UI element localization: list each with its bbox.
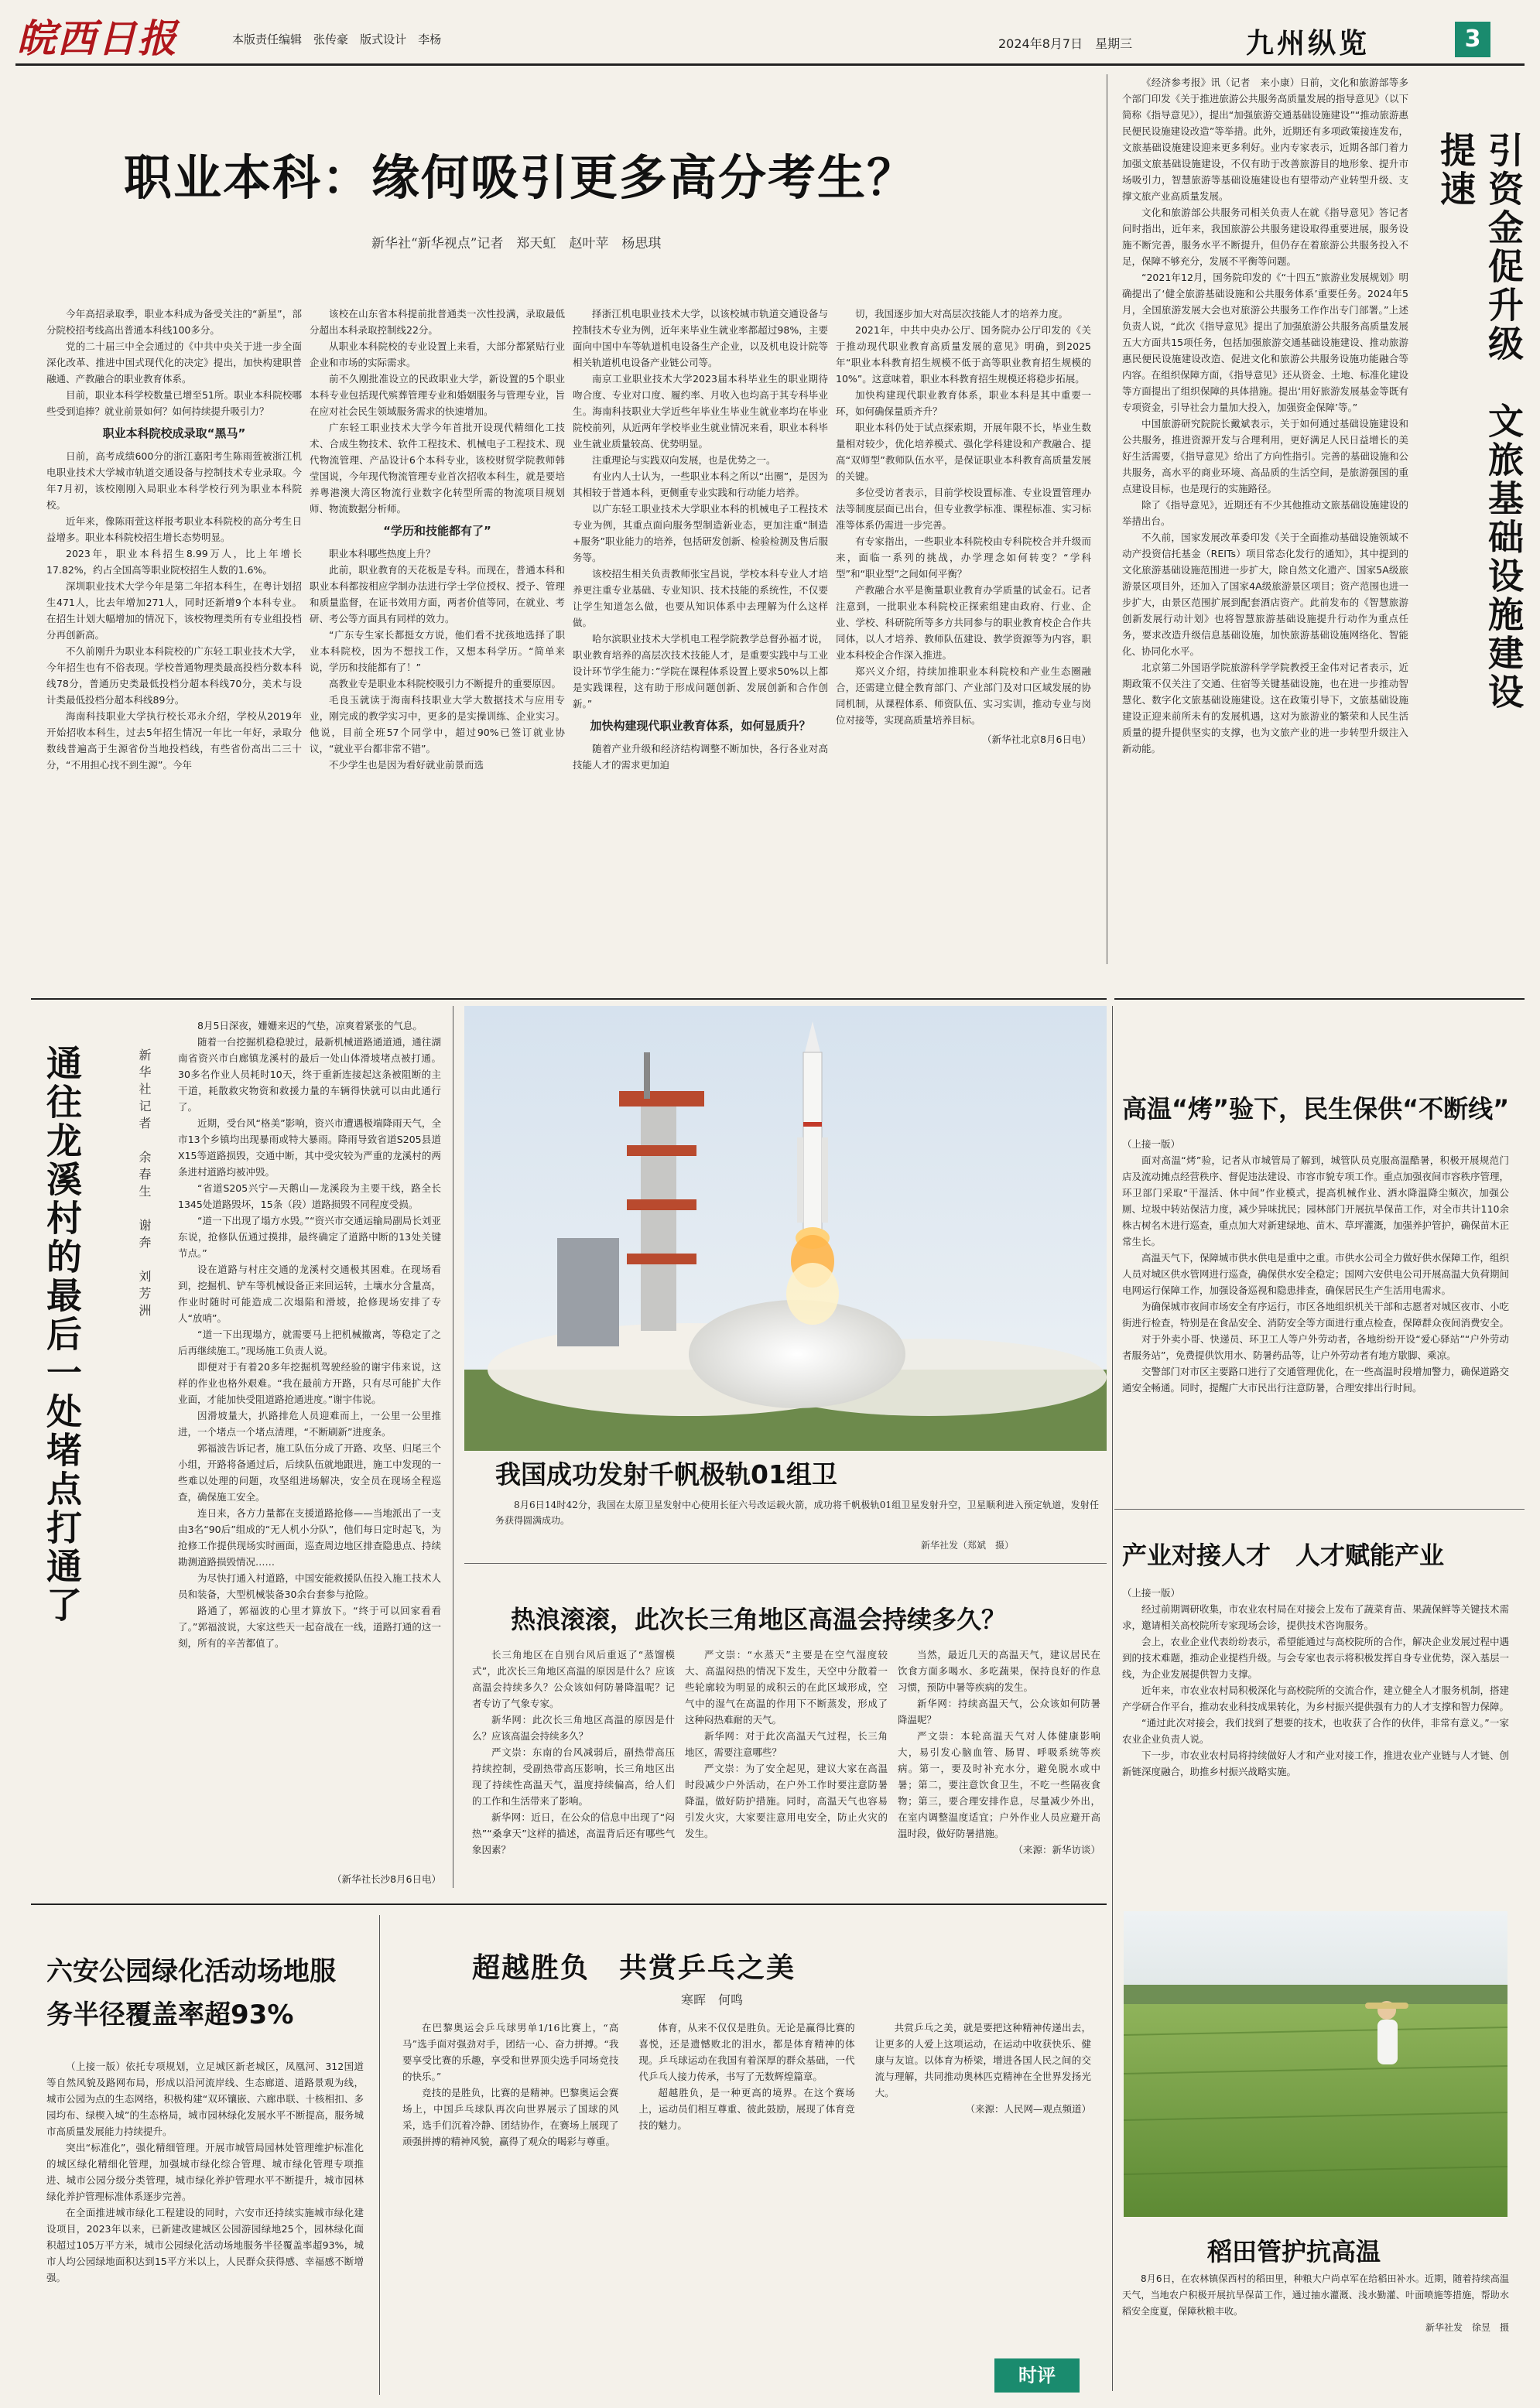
paragraph: 广东轻工职业技术大学今年首批开设现代精细化工技术、合成生物技术、软件工程技术、机械电子工程技术、现代物流管理、产品设计6个本科专业，该校财贸学院教师韩莹国说，今年现代物流管理专业首次招收本科生，就是要培养粤港澳大湾区物流行业数字化转型所需的物流项目规划师、物流数据分析师。 [310, 422, 565, 515]
paragraph: 为确保城市夜间市场安全有序运行，市区各地组织机关干部和志愿者对城区夜市、小吃街进行检查，特别是在食品安全、消防安全等方面进行重点检查，保障群众夜间消费安全。 [1122, 1301, 1509, 1329]
paragraph: 不少学生也是因为看好就业前景而选 [329, 759, 484, 771]
paragraph: “广东专生家长都挺女方说，他们看不扰孩地选择了职业本科院校，因为不想找工作，又想本科学历。“简单来说，学历和技能都有了！” [310, 629, 565, 673]
right-column-divider [1112, 1006, 1113, 2391]
paragraph: 体育，从来不仅仅是胜负。无论是赢得比赛的喜悦，还是遗憾败北的泪水，都是体育精神的体现。乒乓球运动在我国有着深厚的群众基础，一代代乒乓人接力传承，书写了无数辉煌篇章。 [638, 2022, 855, 2082]
paragraph: 中国旅游研究院院长戴斌表示，关于如何通过基础设施建设和公共服务，推进资源开发与合理利用，更好满足人民日益增长的美好生活需要，《指导意见》给出了方向性指引。完善的基础设施和公共服务，高水平的商业环境、高品质的生活空间，是旅游强国的重点建设目标，也是现行的实施路径。 [1122, 418, 1408, 494]
paragraph: 今年高招录取季，职业本科成为备受关注的“新星”，部分院校招考线高出普通本科线100多分。 [46, 308, 302, 336]
rice-photo-title: 稻田管护抗高温 [1207, 2237, 1381, 2266]
article-3-col-1 [472, 1647, 675, 1894]
article-5-byline: 寒晖 何鸣 [681, 1992, 744, 2007]
paragraph: 严文崇：东南的台风减弱后，副热带高压持续控制，受副热带高压影响，长三角地区出现了持续性高温天气，温度持续偏高，给人们的工作和生活带来了影响。 [472, 1746, 675, 1807]
paragraph: （上接一版） [1122, 1587, 1181, 1599]
article-3-title: 热浪滚滚，此次长三角地区高温会持续多久？ [511, 1605, 1007, 1634]
article-5-source: （来源：人民网—观点频道） [965, 2103, 1091, 2115]
paragraph: 前不久刚批准设立的民政职业大学，新设置的5个职业本科专业包括现代殡葬管理专业和婚姻服务与管理专业，旨在应对社会民生领域服务需求的快速增加。 [310, 373, 565, 417]
article-1-col-3 [573, 306, 828, 987]
paragraph: 《经济参考报》讯（记者 来小康）日前，文化和旅游部等多个部门印发《关于推进旅游公共服务高质量发展的指导意见》（以下简称《指导意见》），提出“加强旅游交通基础设施建设”“推动旅游惠民便民设施建设改造”等举措。此外，近期还有多项政策接连发布，文旅基础设施建设迎来更多利好。业内专家表示，近期各部门着力加强文旅基础设施建设，不仅有助于改善旅游目的地形象、提升市场吸引力，智慧旅游等基础设施建设也有望带动产业转型升级、支撑文旅产业高质量发展。 [1122, 77, 1408, 202]
article-1-subhead-2: “学历和技能都有了” [383, 524, 491, 538]
paragraph: 对于外卖小哥、快递员、环卫工人等户外劳动者，各地纷纷开设“爱心驿站”“户外劳动者服务站”，免费提供饮用水、防暑药品等，让户外劳动者有地方歇脚、乘凉。 [1122, 1333, 1509, 1361]
article-4-title: 六安公园绿化活动场地服务半径覆盖率超93% [46, 1956, 336, 2030]
right-section-rule [1114, 998, 1525, 1000]
paragraph: 该校招生相关负责教师张宝昌说，学校本科专业人才培养更注重专业基础、专业知识、技术技能的系统性，不仅要让学生知道怎么做，也要从知识体系中去理解为什么这样做。 [573, 568, 828, 628]
paragraph: 突出“标准化”，强化精细管理。开展市城管局园林处管理维护标准化的城区绿化精细化管理，加强城市绿化综合管理、城市绿化管理专项推进、城市公园分级分类管理，城市绿化养护管理水平不断提升，城市园林绿化养护管理标准体系逐步完善。 [46, 2142, 364, 2202]
paragraph: （上接一版） [1122, 1138, 1181, 1150]
article-6-title: 引资金促升级 文旅基础设施建设提速 [1435, 132, 1525, 712]
paragraph: 职业本科哪些热度上升？ [329, 548, 436, 559]
paragraph: 因滑坡量大，扒路排危人员迎难而上，一公里一公里推进，一个堵点一个堵点清理，“不断刷新”进度条。 [178, 1410, 441, 1438]
paragraph: 不久前刚升为职业本科院校的广东轻工职业技术大学，今年招生也有不俗表现。学校普通物理类最高投档分数本科线78分，普通历史类最低投档分超本科线70分，美术与设计类最低投档分超本科线89分。 [46, 645, 302, 706]
paragraph: 超越胜负，是一种更高的境界。在这个赛场上，运动员们相互尊重、彼此鼓励，展现了体育竞技的魅力。 [638, 2087, 855, 2131]
date-text: 2024年8月7日 [998, 36, 1083, 51]
article-1-col-4 [836, 306, 1091, 987]
paragraph: 路通了，郭福波的心里才算放下。“终于可以回家看看了。”郭福波说，大家这些天一起奋战在一线，道路打通的这一刻，所有的辛苦都值了。 [178, 1605, 441, 1649]
article-1-subhead-3: 加快构建现代职业教育体系，如何显质升？ [590, 719, 811, 733]
paragraph: 以广东轻工职业技术大学职业本科的机械电子工程技术专业为例，其重点面向服务型制造新业态，更加注重“制造+服务”职业能力的培养，包括研发创新、检验检测及售后服务等。 [573, 503, 828, 563]
paragraph: 在巴黎奥运会乒乓球男单1/16比赛上，“高马”选手面对强劲对手，团结一心、奋力拼搏。“我要享受比赛的乐趣，享受和世界顶尖选手同场竞技的快乐。” [402, 2022, 619, 2082]
paragraph: 加快构建现代职业教育体系，职业本科是其中重要一环，如何确保量质齐升？ [836, 389, 1091, 417]
newspaper-logo: 皖西日报 [17, 15, 178, 61]
paragraph: 除了《指导意见》，近期还有不少其他推动文旅基础设施建设的举措出台。 [1122, 499, 1408, 527]
paragraph: 海南科技职业大学执行校长邓永介绍，学校从2019年开始招收本科生，过去5年招生情况一年比一年好，录取分数线普遍高于生源省份当地投档线，有些省份高出二三十分，“不用担心找不到生源”。今年 [46, 710, 302, 771]
article-2-dateline: （新华社长沙8月6日电） [332, 1873, 441, 1885]
paragraph: 不久前，国家发展改革委印发《关于全面推动基础设施领域不动产投资信托基金（REITs）项目常态化发行的通知》，其中提到的文化旅游基础设施范围进一步扩大，除自然文化遗产、国家5A级旅游景区项目外，还加入了国家4A级旅游景区项目；资产范围也进一步扩大，由景区范围扩展到配套酒店资产。此前发布的《智慧旅游创新发展行动计划》也将智慧旅游基础设施提升行动作为重点任务，要求改造升级信息基础设施，加快旅游基础设施网络化、智能化、协同化水平。 [1122, 532, 1408, 657]
paragraph: 2021年，中共中央办公厅、国务院办公厅印发的《关于推动现代职业教育高质量发展的意见》明确，到2025年“职业本科教育招生规模不低于高等职业教育招生规模的10%”。这意味着，职业本科教育招生规模还将稳步拓展。 [836, 324, 1091, 385]
article-8-title: 产业对接人才 人才赋能产业 [1122, 1541, 1445, 1570]
paragraph: 择浙江机电职业技术大学，以该校城市轨道交通设备与控制技术专业为例，近年来毕业生就业率都超过98%，主要面向中国中车等轨道机电设备生产企业，以及机电设计院等相关轨道机电设备产业链公司等。 [573, 308, 828, 368]
paragraph: “道一下出现了塌方水毁。”“资兴市交通运输局副局长刘亚东说，抢修队伍通过摸排，最终确定了道路中断的13处关键节点。” [178, 1215, 441, 1259]
paragraph: 高教业专是职业本科院校吸引力不断提升的重要原因。 [329, 678, 562, 689]
paragraph: 注重理论与实践双向发展，也是优势之一。 [592, 454, 776, 466]
editor-info [232, 31, 441, 47]
article-2-body [178, 1018, 441, 1869]
paragraph: 产教融合水平是衡量职业教育办学质量的试金石。记者注意到，一批职业本科院校正探索组建由政府、行业、企业、学校、科研院所等多方共同参与的职业教育校企合作共同体，以人才培养、教师队伍建设、教学资源等为内容，职业本科校企合作深入推进。 [836, 584, 1091, 661]
paragraph: 深圳职业技术大学今年是第二年招本科生，在粤计划招生471人，比去年增加271人，同时还新增9个本科专业。在招生计划大幅增加的情况下，该校物理类所有专业组投档分再创新高。 [46, 580, 302, 641]
article-1-col-2 [310, 306, 565, 987]
paragraph: 从职业本科院校的专业设置上来看，大部分都紧贴行业企业和市场的实际需求。 [310, 340, 565, 368]
page-number-badge: 3 [1455, 22, 1490, 57]
paragraph: 新华网：持续高温天气，公众该如何防暑降温呢？ [898, 1698, 1100, 1726]
masthead [0, 0, 1540, 62]
paragraph: “通过此次对接会，我们找到了想要的技术，也收获了合作的伙伴，非常有意义。”一家农业企业负责人说。 [1122, 1717, 1509, 1745]
paragraph: 随着产业升级和经济结构调整不断加快，各行各业对高技能人才的需求更加迫 [573, 743, 828, 771]
section-rule [31, 998, 1107, 1000]
paragraph: 2023年，职业本科招生8.99万人，比上年增长17.82%，约占全国高等职业院校招生人数的1.6%。 [46, 548, 302, 576]
paragraph: 哈尔滨职业技术大学机电工程学院教学总督孙福才说，职业教育培养的高层次技术技能人才，是重要实践中与工业设计环节学生能力：”学院在课程体系设置上要求50%以上都是实践课程，这有助于形成问题创新、发展创新和合作创新。” [573, 633, 828, 710]
rocket-photo-credit: 新华社发（郑斌 摄） [921, 1540, 1015, 1551]
paragraph: 交警部门对市区主要路口进行了交通管理优化，在一些高温时段增加警力，确保道路交通安全畅通。同时，提醒广大市民出行注意防暑，合理安排出行时间。 [1122, 1366, 1509, 1394]
article-1-col-1 [46, 306, 302, 987]
article-5-body [402, 2020, 1091, 2391]
article-3-col-3 [898, 1647, 1100, 1894]
paragraph: 设在道路与村庄交通的龙溪村交通极其困难。在现场看到，挖掘机、铲车等机械设备正来回运转，土壤水分含量高，作业时随时可能造成二次塌陷和滑坡，抢修现场安排了专人“放哨”。 [178, 1264, 441, 1324]
paragraph: 该校在山东省本科提前批普通类一次性投满，录取最低分超出本科录取控制线22分。 [310, 308, 565, 336]
paragraph: “2021年12月，国务院印发的《“十四五”旅游业发展规划》明确提出了‘健全旅游基础设施和公共服务体系’重要任务。2024年5月，全国旅游发展大会也对旅游公共服务工作作出专门部署。”上述负责人说，“此次《指导意见》提出了加强旅游公共服务高质量发展五大方面共15项任务，包括加强旅游交通基础设施建设、推动旅游惠民便民设施建设改造、促进文化和旅游公共服务设施功能融合等内容。在组织保障方面，《指导意见》还从资金、土地、标准化建设等方面提出了组织保障的具体措施。提出‘用好旅游发展基金等既有专项资金，引导社会力量加大投入，加强资金保障’等。” [1122, 272, 1408, 413]
article-divider [464, 1563, 1107, 1564]
commentary-tag: 时评 [994, 2358, 1080, 2393]
paragraph: 严文崇：本轮高温天气对人体健康影响大，易引发心脑血管、肠胃、呼吸系统等疾病。第一，要及时补充水分，避免脱水或中暑；第二，要注意饮食卫生，不吃一些隔夜食物；第三，要合理安排作息，尽量减少外出，在室内调整温度适宜；户外作业人员应避开高温时段，做好防暑措施。 [898, 1730, 1100, 1839]
rocket-photo-caption: 8月6日14时42分，我国在太原卫星发射中心使用长征六号改运载火箭，成功将千帆极轨01组卫星发射升空，卫星顺利进入预定轨道，发射任务获得圆满成功。 [495, 1500, 1099, 1526]
editor-name: 张传豪 [313, 32, 349, 46]
paragraph: 新华网：此次长三角地区高温的原因是什么？应该高温会持续多久？ [472, 1714, 675, 1742]
article-5-title: 超越胜负 共赏乒乓之美 [472, 1952, 796, 1984]
paragraph: 职业本科仍处于试点探索期，开展年限不长，毕业生数量相对较少，优化培养模式、强化学科建设和产教融合、提高“双师型”教师队伍水平，是保证职业本科教育高质量发展的关键。 [836, 422, 1091, 482]
article-1-dateline: （新华社北京8月6日电） [982, 734, 1091, 745]
paragraph: 南京工业职业技术大学2023届本科毕业生的职业期待吻合度、专业对口度、履约率、月收入也均高于其专科毕业生。海南科技职业大学近些年毕业生毕业生就业率均在毕业院校前列，从近两年学校毕业生就业情况来看，职业本科毕业生就业质量较高、优势明显。 [573, 373, 828, 450]
paragraph: 当然，最近几天的高温天气，建议居民在饮食方面多喝水、多吃蔬果，保持良好的作息习惯，预防中暑等疾病的发生。 [898, 1649, 1100, 1693]
paragraph: 在全面推进城市绿化工程建设的同时，六安市还持续实施城市绿化建设项目，2023年以来，已新建改建城区公园游园绿地25个，园林绿化面积超过105万平方米，城市公园绿化活动场地服务半径覆盖率超93%，城市人均公园绿地面积达到15平方米以上，人民群众获得感、幸福感不断增强。 [46, 2207, 364, 2283]
column-divider [379, 1915, 380, 2395]
article-7-title: 高温“烤”验下，民生保供“不断线” [1122, 1094, 1510, 1124]
article-3-dateline: （来源：新华访谈） [1013, 1844, 1100, 1856]
paragraph: 为尽快打通入村道路，中国安能救援队伍投入施工技术人员和装备，大型机械装备30余台套参与抢险。 [178, 1572, 441, 1600]
paragraph: 连日来，各方力量都在支援道路抢修——当地派出了一支由3名“90后”组成的“无人机小分队”，他们每日定时起飞，为抢修工作提供现场实时画面，巡查周边地区排查隐患点、持续勘测道路损毁情况…… [178, 1507, 441, 1568]
paragraph: 高温天气下，保障城市供水供电是重中之重。市供水公司全力做好供水保障工作，组织人员对城区供水管网进行巡查，确保供水安全稳定；国网六安供电公司开展高温大负荷期间电网运行保障工作，加强设备巡视和隐患排查，确保居民生产生活用电需求。 [1122, 1252, 1509, 1296]
article-2-byline: 新华社记者 余春生 谢奔 刘芳洲 [137, 1048, 152, 1321]
paragraph: 北京第二外国语学院旅游科学学院教授王金伟对记者表示，近期政策不仅关注了交通、住宿等关键基础设施，也在进一步推动智慧化、数字化文旅基础设施建设。这在政策引导下，文旅基础设施建设正迎来前所未有的发展机遇，这对为旅游业的繁荣和人民生活质量的提升提供坚实的支撑，也为文旅产业的进一步转型升级注入新动能。 [1122, 662, 1408, 754]
designer-name: 李杨 [418, 32, 442, 46]
rocket-launch-photo [464, 1006, 1107, 1451]
paragraph: “省道S205兴宁—天鹅山—龙溪段为主要干线，路全长1345处道路毁坏，15条（段）道路损毁不同程度受损。 [178, 1182, 441, 1210]
paragraph: “道一下出现塌方，就需要马上把机械撤离，等稳定了之后再继续施工。”现场施工负责人说。 [178, 1329, 441, 1356]
paragraph: 严文崇：“水蒸天”主要是在空气湿度较大、高温闷热的情况下发生，天空中分散着一些轮廓较为明显的成积云的在此区域形成，空气中的湿气在高温的作用下不断蒸发，形成了这种闷热难耐的天气。 [685, 1649, 888, 1726]
paragraph: 毛良玉就读于海南科技职业大学大数据技术与应用专业，刚完成的教学实习中，更多的是实操训练、企业实习。他说，目前全班57个同学中，超过90%已签订就业协议，“就业平台都非常不错”。 [310, 694, 565, 754]
article-8-body [1122, 1585, 1509, 1910]
paragraph: 此前，职业教育的天花板是专科。而现在，普通本科和职业本科都按相应学制办法进行学士学位授权、授予、管理和质量监督，在证书效用方面，两者价值等同，在就业、考研、考公等方面具有同样的效力。 [310, 564, 565, 624]
paragraph: 共赏乒乓之美，就是要把这种精神传递出去，让更多的人爱上这项运动，在运动中收获快乐、健康与友谊。以体育为桥梁，增进各国人民之间的交流与理解，共同推动奥林匹克精神在全世界发扬光大。 [874, 2022, 1091, 2098]
article-1-subhead-1: 职业本科院校成录取“黑马” [102, 426, 246, 440]
paragraph: 8月6日，在农林镇保西村的稻田里，种粮大户尚卓军在给稻田补水。近期，随着持续高温天气，当地农户积极开展抗旱保苗工作，通过抽水灌溉、浅水勤灌、叶面喷施等措施，帮助水稻安全度夏，保障秋粮丰收。 [1122, 2273, 1509, 2317]
article-3-col-2 [685, 1647, 888, 1894]
paragraph: 近年来，像陈雨萱这样报考职业本科院校的高分考生日益增多。职业本科院校招生增长态势明显。 [46, 515, 302, 543]
article-1-byline: 新华社“新华视点”记者 郑天虹 赵叶苹 杨思琪 [371, 236, 662, 251]
paragraph: 多位受访者表示，目前学校设置标准、专业设置管理办法等制度层面已出台，但专业教学标准、课程标准、实习标准等体系仍需进一步完善。 [836, 487, 1091, 531]
paragraph: 经过前期调研收集，市农业农村局在对接会上发布了蔬菜育苗、果蔬保鲜等关键技术需求，邀请相关高校院所专家现场会诊，提供技术咨询服务。 [1122, 1603, 1509, 1631]
rice-field-photo [1124, 1911, 1507, 2217]
paragraph: 有业内人士认为，一些职业本科之所以“出圈”，是因为其相较于普通本科，更侧重专业实践和行动能力培养。 [573, 470, 828, 498]
paragraph: 新华网：对于此次高温天气过程，长三角地区，需要注意哪些？ [685, 1730, 888, 1758]
editor-label: 本版责任编辑 [232, 32, 303, 46]
paragraph: 目前，职业本科学校数量已增至51所。职业本科院校哪些受到追捧？就业前景如何？如何持续提升吸引力？ [46, 389, 302, 417]
article-1-title: 职业本科：缘何吸引更多高分考生？ [124, 149, 917, 206]
paragraph: 切，我国逐步加大对高层次技能人才的培养力度。 [855, 308, 1069, 320]
paragraph: 会上，农业企业代表纷纷表示，希望能通过与高校院所的合作，解决企业发展过程中遇到的技术难题，推动企业提档升级。与会专家也表示将积极发挥自身专业优势，深入基层一线，为企业发展提供智力支撑。 [1122, 1636, 1509, 1680]
paragraph: （上接一版）依托专项规划，立足城区新老城区，凤凰河、312国道等自然风貌及路网布局，形成以沿河流岸线、生态廊道、道路景观为线，城市公园为点的生态网络，积极构建“双环镶嵌、六廊串联、十核相扣、多园均布、绿楔入城”的生态格局，城市园林绿化发展水平不断提高，服务城市高质量发展能力持续提升。 [46, 2061, 364, 2137]
issue-date [998, 34, 1132, 52]
weekday-text: 星期三 [1095, 36, 1133, 51]
paragraph: 文化和旅游部公共服务司相关负责人在就《指导意见》答记者问时指出，近年来，我国旅游公共服务建设取得重要进展，服务设施不断完善，服务水平不断提升，但仍存在着旅游公共服务投入不足，保障不够充分，发展不平衡等问题。 [1122, 207, 1408, 267]
paragraph: 随着一台挖掘机稳稳驶过，最新机械道路通道通，通往湖南省资兴市白廊镇龙溪村的最后一处山体滑坡堵点被打通。30多名作业人员耗时10天，终于重新连接起这条被阻断的主干道，耗散救灾物资和救援力量的车辆得快就可以由此通行了。 [178, 1036, 441, 1113]
paragraph: 郭福波告诉记者，施工队伍分成了开路、攻坚、归尾三个小组，开路将备通过后，后续队伍就地跟进，施工中发现的一些难以处理的问题，攻坚组进场解决，安全员在现场全程巡查，确保施工安全。 [178, 1442, 441, 1503]
designer-label: 版式设计 [360, 32, 407, 46]
paragraph: 面对高温“烤”验，记者从市城管局了解到，城管队员克服高温酷暑，积极开展规范门店及流动摊点经营秩序、督促违法建设、市容市貌专项工作。重点加强夜间市容秩序管理，环卫部门采取“干湿活、休中间”作业模式，提高机械作业、洒水降温降尘频次，加强公厕、垃圾中转站保洁力度，减少异味扰民；园林部门开展抗旱保苗工作，对全市共计110余株古树名木进行巡查，重点加大对新建绿地、苗木、草坪灌溉，加强养护管护，确保苗木正常生长。 [1122, 1154, 1509, 1247]
paragraph: 8月5日深夜，姗姗来迟的气垫，凉爽着紧张的气息。 [197, 1020, 423, 1031]
paragraph: 竞技的是胜负，比赛的是精神。巴黎奥运会赛场上，中国乒乓球队再次向世界展示了国球的风采，选手们沉着冷静、团结协作，在赛场上展现了顽强拼搏的精神风貌，赢得了观众的喝彩与尊重。 [402, 2087, 619, 2147]
paragraph: 日前，高考成绩600分的浙江嘉阳考生陈雨萱被浙江机电职业技术大学城市轨道交通设备与控制技术专业录取。今年7月初，该校刚刚入局职业本科学校行列为职业本科院校。 [46, 450, 302, 511]
article-divider [1114, 1509, 1525, 1510]
paragraph: 近期，受台风“格美”影响，资兴市遭遇极端降雨天气，全市13个乡镇均出现暴雨或特大暴雨。降雨导致省道S205县道X15等道路损毁，交通中断，其中受灾较为严重的龙溪村的两条进村道路均被冲毁。 [178, 1117, 441, 1178]
paragraph: 有专家指出，一些职业本科院校由专科院校合并升级而来，面临一系列的挑战，办学理念如何转变？“学科型”和“职业型”之间如何平衡？ [836, 535, 1091, 580]
article-6-body [1122, 74, 1408, 980]
rice-photo-caption [1122, 2271, 1509, 2387]
paragraph: 下一步，市农业农村局将持续做好人才和产业对接工作，推进农业产业链与人才链、创新链深度融合，助推乡村振兴战略实施。 [1122, 1750, 1509, 1777]
article-4-body [46, 2058, 364, 2391]
paragraph: 近年来，市农业农村局积极深化与高校院所的交流合作，建立健全人才服务机制，搭建产学研合作平台，推动农业科技成果转化，为乡村振兴提供强有力的人才支撑和智力保障。 [1122, 1685, 1509, 1712]
article-2-title: 通往龙溪村的最后一处堵点打通了 [41, 1045, 83, 1625]
lower-section-rule [31, 1903, 1107, 1905]
section-name: 九州纵览 [1246, 28, 1371, 60]
paragraph: 长三角地区在自别台风后重返了“蒸馏模式”，此次长三角地区高温的原因是什么？应该高温会持续多久？公众该如何防暑降温呢？记者专访了气象专家。 [472, 1649, 675, 1709]
rocket-photo-title: 我国成功发射千帆极轨01组卫 [495, 1459, 837, 1490]
paragraph: 党的二十届三中全会通过的《中共中央关于进一步全面深化改革、推进中国式现代化的决定》提出，加快构建职普融通、产教融合的职业教育体系。 [46, 340, 302, 385]
rice-photo-credit: 新华社发 徐昱 摄 [1425, 2322, 1509, 2333]
paragraph: 新华网：近日，在公众的信息中出现了“闷热”“桑拿天”这样的描述，高温背后还有哪些气象因素？ [472, 1811, 675, 1856]
paragraph: 郑兴义介绍，持续加推职业本科院校和产业生态圈融合，还需建立健全教育部门、产业部门及对口区域发展的协同机制，从课程体系、师资队伍、实习实训，推动专业与岗位对接等，实现高质量培养目标。 [836, 665, 1091, 726]
paragraph: 即便对于有着20多年挖掘机驾驶经验的谢宇伟来说，这样的作业也格外艰难。“我在最前方开路，只有尽可能扩大作业面，才能加快受阻道路抢通进度。”谢宇伟说。 [178, 1361, 441, 1405]
paragraph: 严文崇：为了安全起见，建议大家在高温时段减少户外活动，在户外工作时要注意防暑降温，做好防护措施。同时，高温天气也容易引发火灾，大家要注意用电安全，防止火灾的发生。 [685, 1763, 888, 1839]
masthead-rule [15, 63, 1525, 66]
